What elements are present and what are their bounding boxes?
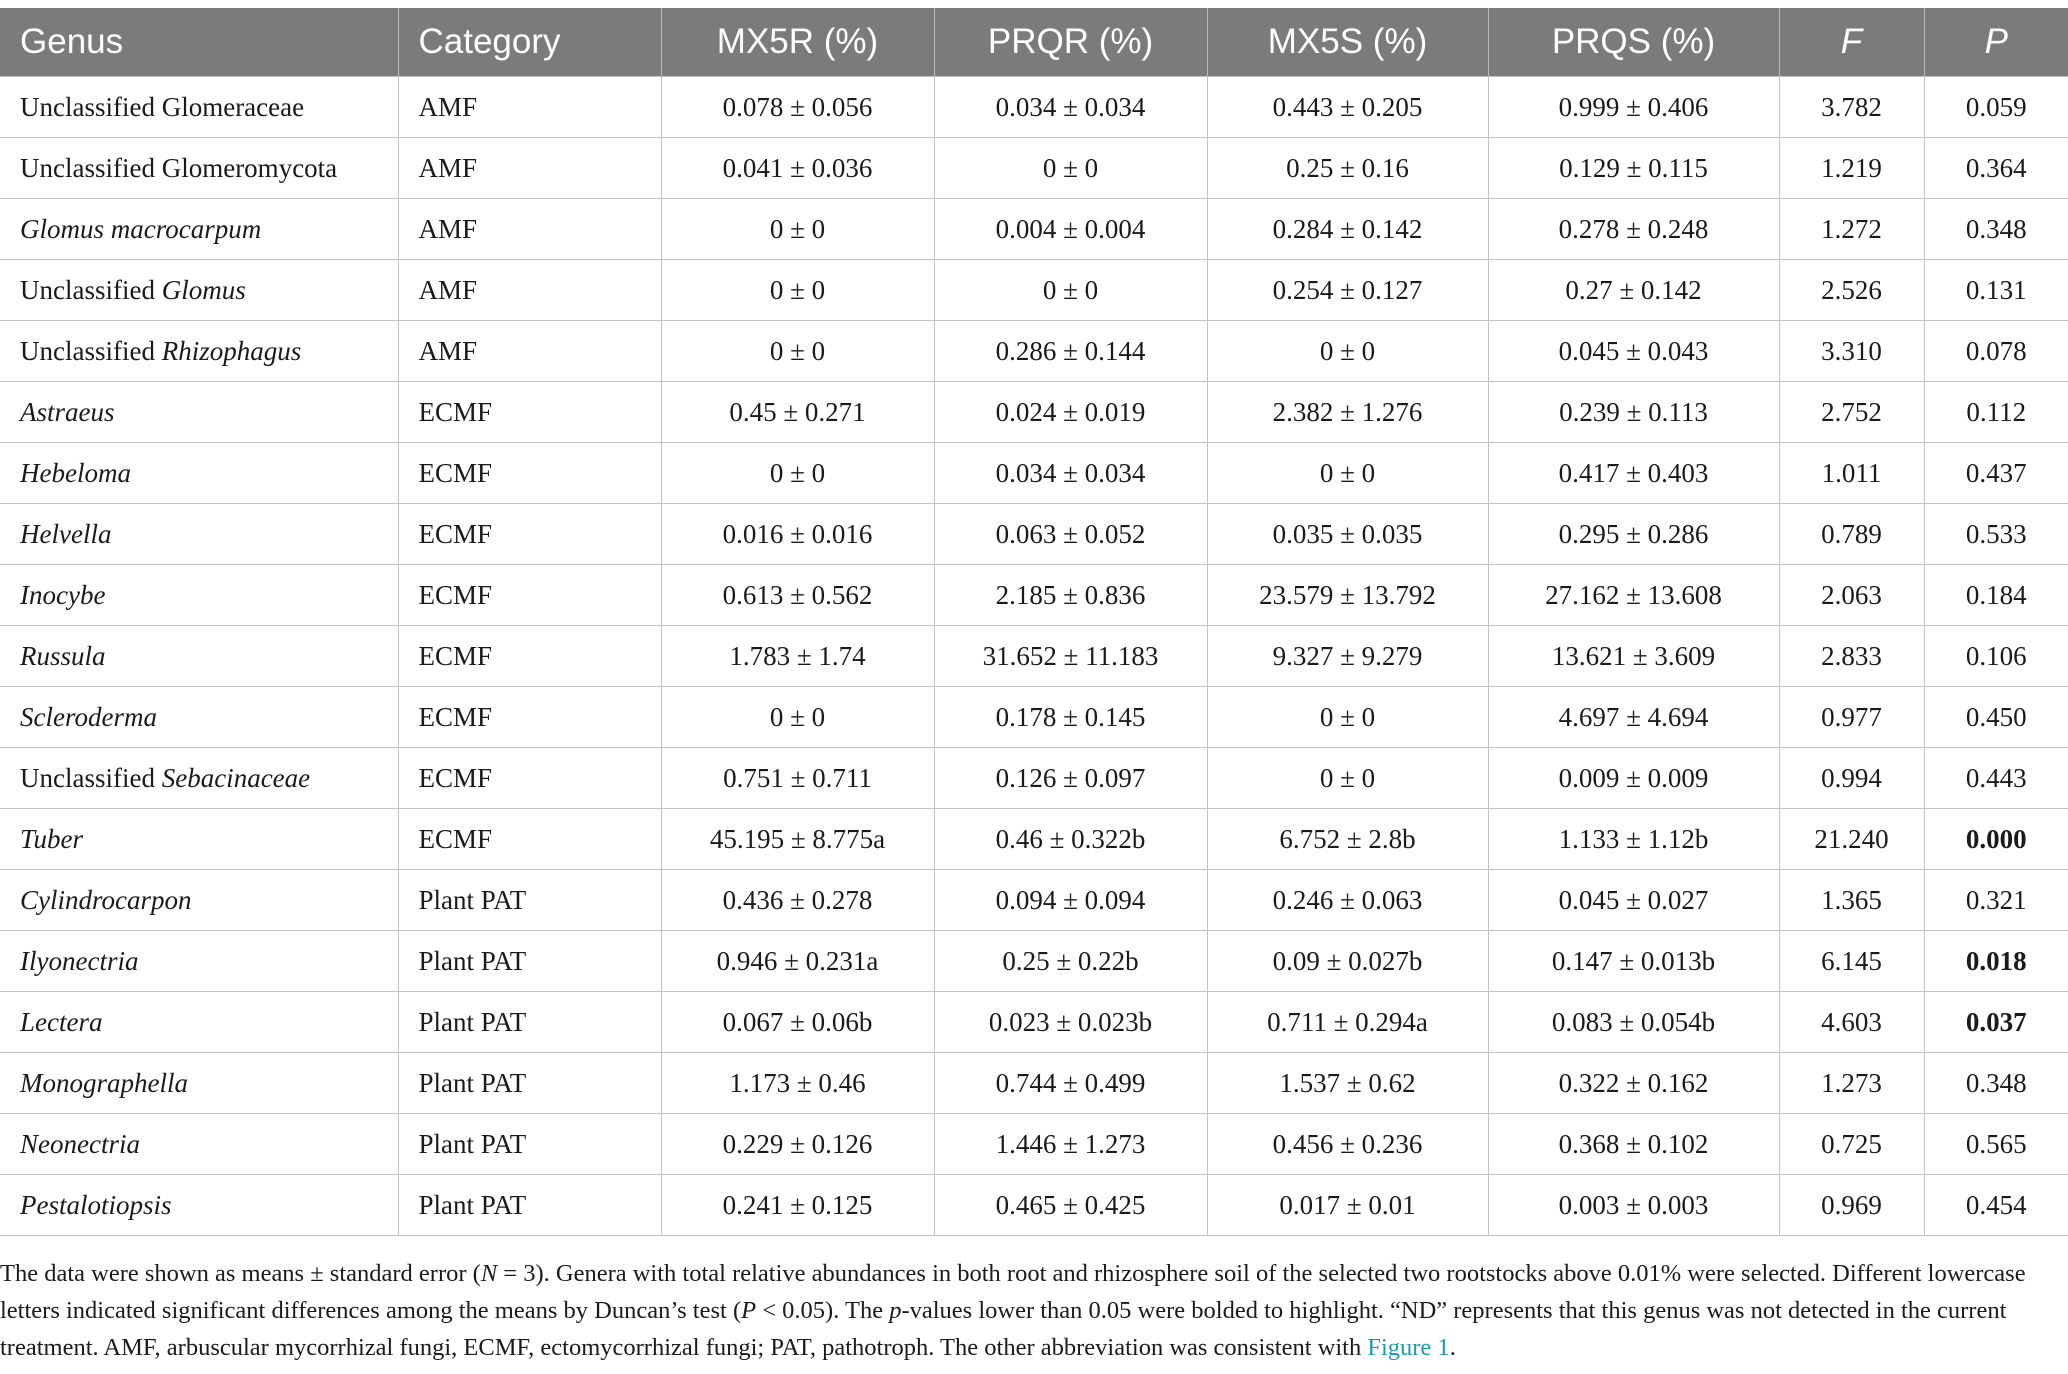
category-cell: Plant PAT <box>398 870 661 931</box>
table-row <box>0 565 2068 626</box>
p-value-cell: 0.450 <box>1924 687 2068 748</box>
footnote-text-2: = 3). Genera with total relative abundances in both root and rhizosphere soil of the selected two rootstocks above 0.01% were selected. Different lowercase letters indicated significant differences among the means by Duncan’s test ( <box>0 1260 2026 1324</box>
column-header: MX5S (%) <box>1207 8 1488 77</box>
mx5r-cell: 0 ± 0 <box>661 443 934 504</box>
prqs-cell: 0.278 ± 0.248 <box>1488 199 1779 260</box>
prqr-cell: 31.652 ± 11.183 <box>934 626 1207 687</box>
category-cell: ECMF <box>398 626 661 687</box>
footnote-text-4: -values lower than 0.05 were bolded to highlight. “ND” represents that this genus was not detected in the current treatment. AMF, arbuscular mycorrhizal fungi, ECMF, ectomycorrhizal fungi; PAT, pathotroph. The other abbreviation was consistent with <box>0 1297 2007 1361</box>
prqr-cell: 0.063 ± 0.052 <box>934 504 1207 565</box>
footnote-text-5: . <box>1449 1334 1456 1361</box>
column-header: F <box>1779 8 1924 77</box>
footnote-text-1: The data were shown as means ± standard error ( <box>0 1260 481 1287</box>
genus-cell <box>0 260 398 321</box>
category-cell: Plant PAT <box>398 1114 661 1175</box>
mx5s-cell: 0.456 ± 0.236 <box>1207 1114 1488 1175</box>
mx5s-cell: 0 ± 0 <box>1207 748 1488 809</box>
prqs-cell: 0.003 ± 0.003 <box>1488 1175 1779 1236</box>
genus-cell <box>0 992 398 1053</box>
prqr-cell: 0.46 ± 0.322b <box>934 809 1207 870</box>
table-row <box>0 870 2068 931</box>
prqr-cell: 0.034 ± 0.034 <box>934 77 1207 138</box>
genus-cell <box>0 321 398 382</box>
genus-cell <box>0 809 398 870</box>
prqr-cell: 1.446 ± 1.273 <box>934 1114 1207 1175</box>
table-row <box>0 687 2068 748</box>
category-cell: ECMF <box>398 382 661 443</box>
p-value-cell: 0.000 <box>1924 809 2068 870</box>
f-value-cell: 6.145 <box>1779 931 1924 992</box>
mx5s-cell: 1.537 ± 0.62 <box>1207 1053 1488 1114</box>
table-row <box>0 1114 2068 1175</box>
mx5s-cell: 0.035 ± 0.035 <box>1207 504 1488 565</box>
p-value-cell: 0.443 <box>1924 748 2068 809</box>
mx5r-cell: 0.016 ± 0.016 <box>661 504 934 565</box>
genus-name: Ilyonectria <box>20 945 139 976</box>
prqr-cell: 0.744 ± 0.499 <box>934 1053 1207 1114</box>
prqr-cell: 0.024 ± 0.019 <box>934 382 1207 443</box>
genus-abundance-table <box>0 8 2068 1236</box>
mx5s-cell: 9.327 ± 9.279 <box>1207 626 1488 687</box>
mx5s-cell: 0.443 ± 0.205 <box>1207 77 1488 138</box>
prqr-cell: 0.023 ± 0.023b <box>934 992 1207 1053</box>
prqs-cell: 0.147 ± 0.013b <box>1488 931 1779 992</box>
genus-cell <box>0 138 398 199</box>
table-row <box>0 260 2068 321</box>
f-value-cell: 1.011 <box>1779 443 1924 504</box>
mx5r-cell: 45.195 ± 8.775a <box>661 809 934 870</box>
table-body <box>0 77 2068 1236</box>
category-cell: ECMF <box>398 504 661 565</box>
category-cell: ECMF <box>398 687 661 748</box>
category-cell: AMF <box>398 260 661 321</box>
column-header: PRQS (%) <box>1488 8 1779 77</box>
f-value-cell: 2.526 <box>1779 260 1924 321</box>
genus-cell <box>0 748 398 809</box>
mx5r-cell: 0 ± 0 <box>661 199 934 260</box>
mx5r-cell: 0.229 ± 0.126 <box>661 1114 934 1175</box>
table-container <box>0 8 2068 1236</box>
genus-cell <box>0 1114 398 1175</box>
genus-prefix: Unclassified <box>20 335 162 366</box>
prqs-cell: 0.27 ± 0.142 <box>1488 260 1779 321</box>
genus-cell <box>0 1053 398 1114</box>
prqr-cell: 0.286 ± 0.144 <box>934 321 1207 382</box>
p-value-cell: 0.348 <box>1924 199 2068 260</box>
genus-cell <box>0 1175 398 1236</box>
f-value-cell: 0.994 <box>1779 748 1924 809</box>
p-value-cell: 0.348 <box>1924 1053 2068 1114</box>
table-row <box>0 138 2068 199</box>
prqr-cell: 0.126 ± 0.097 <box>934 748 1207 809</box>
table-footnote <box>0 1255 2060 1366</box>
genus-cell <box>0 382 398 443</box>
genus-name: Glomus <box>161 274 246 305</box>
f-value-cell: 1.365 <box>1779 870 1924 931</box>
mx5r-cell: 0.45 ± 0.271 <box>661 382 934 443</box>
p-value-cell: 0.018 <box>1924 931 2068 992</box>
table-row <box>0 1053 2068 1114</box>
prqs-cell: 13.621 ± 3.609 <box>1488 626 1779 687</box>
category-cell: ECMF <box>398 443 661 504</box>
mx5s-cell: 23.579 ± 13.792 <box>1207 565 1488 626</box>
genus-cell <box>0 443 398 504</box>
column-header: Category <box>398 8 661 77</box>
prqr-cell: 2.185 ± 0.836 <box>934 565 1207 626</box>
p-value-cell: 0.321 <box>1924 870 2068 931</box>
footnote-p-lower-symbol: p <box>889 1297 902 1324</box>
p-value-cell: 0.437 <box>1924 443 2068 504</box>
table-row <box>0 504 2068 565</box>
prqr-cell: 0.034 ± 0.034 <box>934 443 1207 504</box>
p-value-cell: 0.112 <box>1924 382 2068 443</box>
category-cell: AMF <box>398 77 661 138</box>
genus-cell <box>0 687 398 748</box>
genus-prefix: Unclassified <box>20 762 162 793</box>
prqr-cell: 0.25 ± 0.22b <box>934 931 1207 992</box>
f-value-cell: 1.219 <box>1779 138 1924 199</box>
table-row <box>0 748 2068 809</box>
genus-name: Sebacinaceae <box>161 762 311 793</box>
genus-name: Hebeloma <box>20 457 131 488</box>
mx5s-cell: 0.25 ± 0.16 <box>1207 138 1488 199</box>
genus-name: Inocybe <box>20 579 106 610</box>
mx5r-cell: 0.067 ± 0.06b <box>661 992 934 1053</box>
prqs-cell: 0.368 ± 0.102 <box>1488 1114 1779 1175</box>
table-row <box>0 931 2068 992</box>
genus-name: Monographella <box>20 1067 188 1098</box>
mx5r-cell: 1.783 ± 1.74 <box>661 626 934 687</box>
f-value-cell: 0.725 <box>1779 1114 1924 1175</box>
f-value-cell: 0.789 <box>1779 504 1924 565</box>
p-value-cell: 0.059 <box>1924 77 2068 138</box>
category-cell: ECMF <box>398 809 661 870</box>
mx5s-cell: 2.382 ± 1.276 <box>1207 382 1488 443</box>
header-row <box>0 8 2068 77</box>
f-value-cell: 3.310 <box>1779 321 1924 382</box>
genus-cell <box>0 565 398 626</box>
f-value-cell: 2.833 <box>1779 626 1924 687</box>
prqs-cell: 0.045 ± 0.043 <box>1488 321 1779 382</box>
f-value-cell: 1.272 <box>1779 199 1924 260</box>
table-row <box>0 199 2068 260</box>
mx5s-cell: 0.246 ± 0.063 <box>1207 870 1488 931</box>
genus-name: Pestalotiopsis <box>20 1189 172 1220</box>
column-header: P <box>1924 8 2068 77</box>
mx5r-cell: 0.041 ± 0.036 <box>661 138 934 199</box>
table-row <box>0 321 2068 382</box>
p-value-cell: 0.454 <box>1924 1175 2068 1236</box>
mx5r-cell: 0.436 ± 0.278 <box>661 870 934 931</box>
column-header: PRQR (%) <box>934 8 1207 77</box>
genus-name: Glomus macrocarpum <box>20 213 262 244</box>
f-value-cell: 21.240 <box>1779 809 1924 870</box>
table-row <box>0 626 2068 687</box>
genus-cell <box>0 199 398 260</box>
mx5r-cell: 0.613 ± 0.562 <box>661 565 934 626</box>
category-cell: AMF <box>398 199 661 260</box>
category-cell: ECMF <box>398 565 661 626</box>
category-cell: AMF <box>398 321 661 382</box>
mx5s-cell: 0.711 ± 0.294a <box>1207 992 1488 1053</box>
mx5s-cell: 6.752 ± 2.8b <box>1207 809 1488 870</box>
footnote-text-3: < 0.05). The <box>756 1297 890 1324</box>
p-value-cell: 0.565 <box>1924 1114 2068 1175</box>
prqs-cell: 27.162 ± 13.608 <box>1488 565 1779 626</box>
genus-name: Tuber <box>20 823 84 854</box>
prqs-cell: 0.129 ± 0.115 <box>1488 138 1779 199</box>
column-header: MX5R (%) <box>661 8 934 77</box>
figure-1-link[interactable]: Figure 1 <box>1367 1334 1450 1361</box>
f-value-cell: 3.782 <box>1779 77 1924 138</box>
genus-prefix: Unclassified <box>20 274 162 305</box>
prqr-cell: 0 ± 0 <box>934 260 1207 321</box>
genus-cell <box>0 504 398 565</box>
prqr-cell: 0.178 ± 0.145 <box>934 687 1207 748</box>
category-cell: Plant PAT <box>398 992 661 1053</box>
f-value-cell: 0.977 <box>1779 687 1924 748</box>
table-row <box>0 809 2068 870</box>
f-value-cell: 0.969 <box>1779 1175 1924 1236</box>
mx5s-cell: 0.017 ± 0.01 <box>1207 1175 1488 1236</box>
p-value-cell: 0.131 <box>1924 260 2068 321</box>
mx5r-cell: 0 ± 0 <box>661 321 934 382</box>
genus-name: Lectera <box>20 1006 103 1037</box>
prqs-cell: 0.295 ± 0.286 <box>1488 504 1779 565</box>
column-header: Genus <box>20 22 124 61</box>
footnote-p-symbol: P <box>741 1297 757 1324</box>
genus-prefix: Unclassified Glomeromycota <box>20 152 338 183</box>
footnote-n-symbol: N <box>480 1260 498 1287</box>
prqr-cell: 0.004 ± 0.004 <box>934 199 1207 260</box>
mx5r-cell: 0.078 ± 0.056 <box>661 77 934 138</box>
mx5s-cell: 0.254 ± 0.127 <box>1207 260 1488 321</box>
genus-name: Neonectria <box>20 1128 140 1159</box>
mx5r-cell: 0.751 ± 0.711 <box>661 748 934 809</box>
genus-name: Helvella <box>20 518 112 549</box>
mx5r-cell: 1.173 ± 0.46 <box>661 1053 934 1114</box>
table-row <box>0 382 2068 443</box>
mx5r-cell: 0.241 ± 0.125 <box>661 1175 934 1236</box>
prqr-cell: 0.465 ± 0.425 <box>934 1175 1207 1236</box>
genus-name: Russula <box>20 640 106 671</box>
genus-name: Scleroderma <box>20 701 157 732</box>
genus-cell <box>0 626 398 687</box>
p-value-cell: 0.106 <box>1924 626 2068 687</box>
category-cell: ECMF <box>398 748 661 809</box>
p-value-cell: 0.364 <box>1924 138 2068 199</box>
genus-name: Cylindrocarpon <box>20 884 192 915</box>
mx5r-cell: 0 ± 0 <box>661 260 934 321</box>
table-row <box>0 992 2068 1053</box>
prqs-cell: 0.999 ± 0.406 <box>1488 77 1779 138</box>
prqs-cell: 1.133 ± 1.12b <box>1488 809 1779 870</box>
genus-cell <box>0 931 398 992</box>
mx5s-cell: 0 ± 0 <box>1207 321 1488 382</box>
mx5r-cell: 0.946 ± 0.231a <box>661 931 934 992</box>
prqr-cell: 0 ± 0 <box>934 138 1207 199</box>
category-cell: AMF <box>398 138 661 199</box>
prqs-cell: 0.322 ± 0.162 <box>1488 1053 1779 1114</box>
table-row <box>0 443 2068 504</box>
prqs-cell: 0.239 ± 0.113 <box>1488 382 1779 443</box>
table-row <box>0 1175 2068 1236</box>
genus-cell <box>0 77 398 138</box>
mx5s-cell: 0 ± 0 <box>1207 687 1488 748</box>
f-value-cell: 2.752 <box>1779 382 1924 443</box>
prqs-cell: 0.417 ± 0.403 <box>1488 443 1779 504</box>
f-value-cell: 4.603 <box>1779 992 1924 1053</box>
prqr-cell: 0.094 ± 0.094 <box>934 870 1207 931</box>
genus-prefix: Unclassified Glomeraceae <box>20 91 305 122</box>
genus-cell <box>0 870 398 931</box>
table-row <box>0 77 2068 138</box>
mx5s-cell: 0.09 ± 0.027b <box>1207 931 1488 992</box>
p-value-cell: 0.037 <box>1924 992 2068 1053</box>
f-value-cell: 2.063 <box>1779 565 1924 626</box>
p-value-cell: 0.533 <box>1924 504 2068 565</box>
mx5s-cell: 0.284 ± 0.142 <box>1207 199 1488 260</box>
genus-name: Astraeus <box>20 396 115 427</box>
p-value-cell: 0.078 <box>1924 321 2068 382</box>
prqs-cell: 0.009 ± 0.009 <box>1488 748 1779 809</box>
category-cell: Plant PAT <box>398 931 661 992</box>
p-value-cell: 0.184 <box>1924 565 2068 626</box>
category-cell: Plant PAT <box>398 1053 661 1114</box>
genus-name: Rhizophagus <box>161 335 302 366</box>
category-cell: Plant PAT <box>398 1175 661 1236</box>
mx5r-cell: 0 ± 0 <box>661 687 934 748</box>
prqs-cell: 4.697 ± 4.694 <box>1488 687 1779 748</box>
prqs-cell: 0.083 ± 0.054b <box>1488 992 1779 1053</box>
prqs-cell: 0.045 ± 0.027 <box>1488 870 1779 931</box>
mx5s-cell: 0 ± 0 <box>1207 443 1488 504</box>
f-value-cell: 1.273 <box>1779 1053 1924 1114</box>
